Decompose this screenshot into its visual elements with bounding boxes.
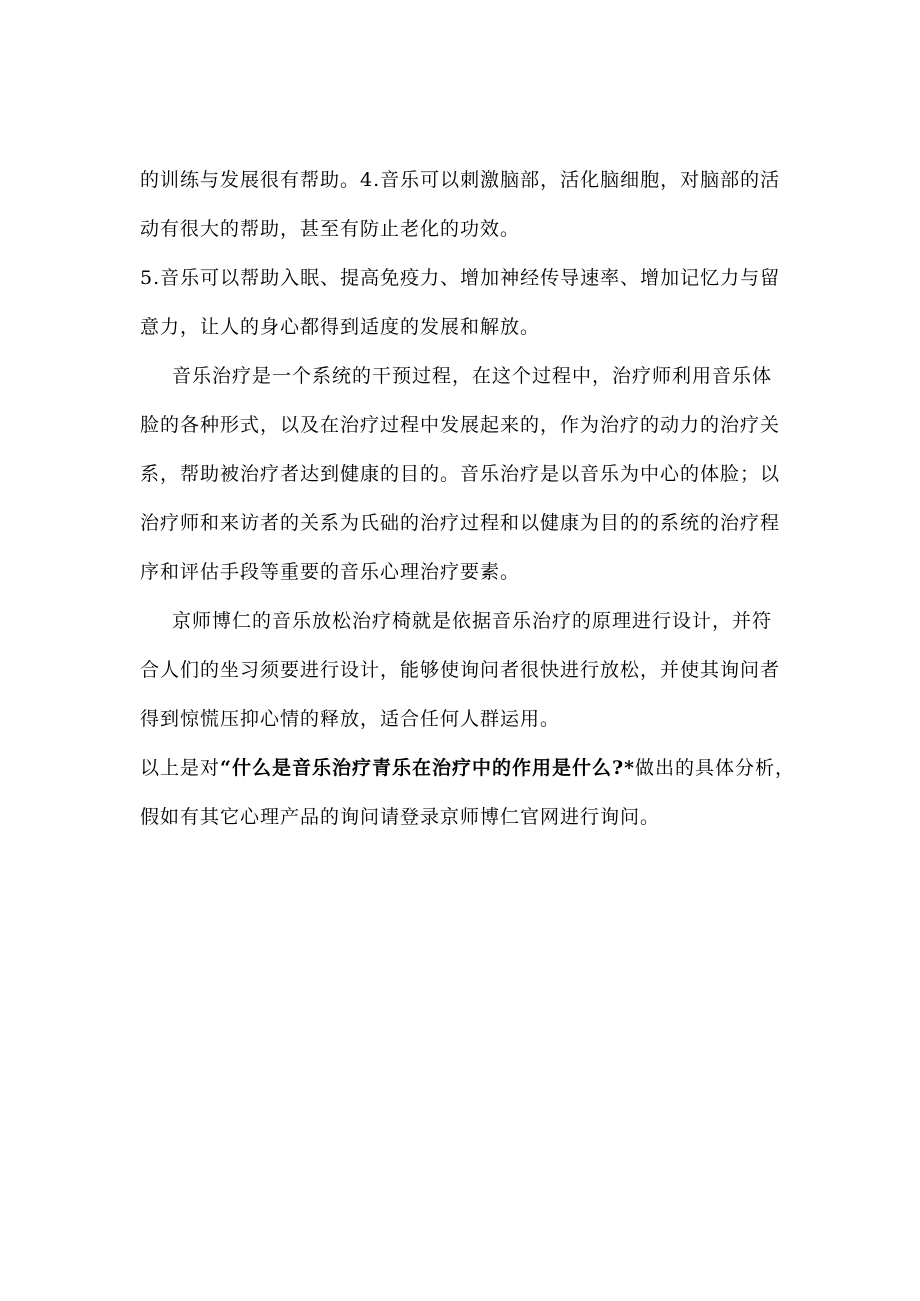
- paragraph-3-line-2: 脸的各种形式，以及在治疗过程中发展起来的，作为治疗的动力的治疗关: [140, 414, 781, 436]
- paragraph-2-line-2: 意力，让人的身心都得到适度的发展和解放。: [140, 316, 541, 338]
- paragraph-5-bold-title: “什么是音乐治疗青乐在治疗中的作用是什么?*: [220, 757, 636, 779]
- paragraph-4-line-2: 合人们的坐习须要进行设计，能够使询问者很快进行放松，并使其询问者: [140, 659, 781, 681]
- paragraph-2-line-1: 5.音乐可以帮助入眠、提高免疫力、增加神经传导速率、增加记忆力与留: [140, 267, 781, 289]
- paragraph-1-line-2: 动有很大的帮助，甚至有防止老化的功效。: [140, 218, 521, 240]
- paragraph-2: [140, 254, 790, 352]
- paragraph-5-line-2: 假如有其它心理产品的询问请登录京师博仁官网进行询问。: [140, 806, 661, 828]
- paragraph-3-line-5: 序和评估手段等重要的音乐心理治疗要素。: [140, 561, 521, 583]
- paragraph-4-line-3: 得到惊慌压抑心情的释放，适合任何人群运用。: [140, 708, 561, 730]
- paragraph-5-line-1: [140, 744, 796, 793]
- paragraph-5-prefix: 以上是对: [140, 757, 221, 779]
- paragraph-5-suffix: 做出的具体分析，: [635, 757, 796, 779]
- paragraph-4-line-1: 京师博仁的音乐放松治疗椅就是依据音乐治疗的原理进行设计，并符: [172, 610, 773, 632]
- paragraph-3: [140, 352, 790, 597]
- paragraph-5: [140, 744, 796, 842]
- paragraph-3-line-3: 系，帮助被治疗者达到健康的目的。音乐治疗是以音乐为中心的体脸；以: [140, 463, 781, 485]
- paragraph-3-line-4: 治疗师和来访者的关系为氏础的治疗过程和以健康为目的的系统的治疗程: [140, 512, 781, 534]
- document-body: [140, 156, 796, 842]
- paragraph-4: [140, 597, 790, 744]
- paragraph-3-line-1: 音乐治疗是一个系统的干预过程，在这个过程中，治疗师利用音乐体: [172, 365, 773, 387]
- paragraph-1: [140, 156, 790, 254]
- paragraph-1-line-1: 的训练与发展很有帮助。4.音乐可以刺激脑部，活化脑细胞，对脑部的活: [140, 169, 781, 191]
